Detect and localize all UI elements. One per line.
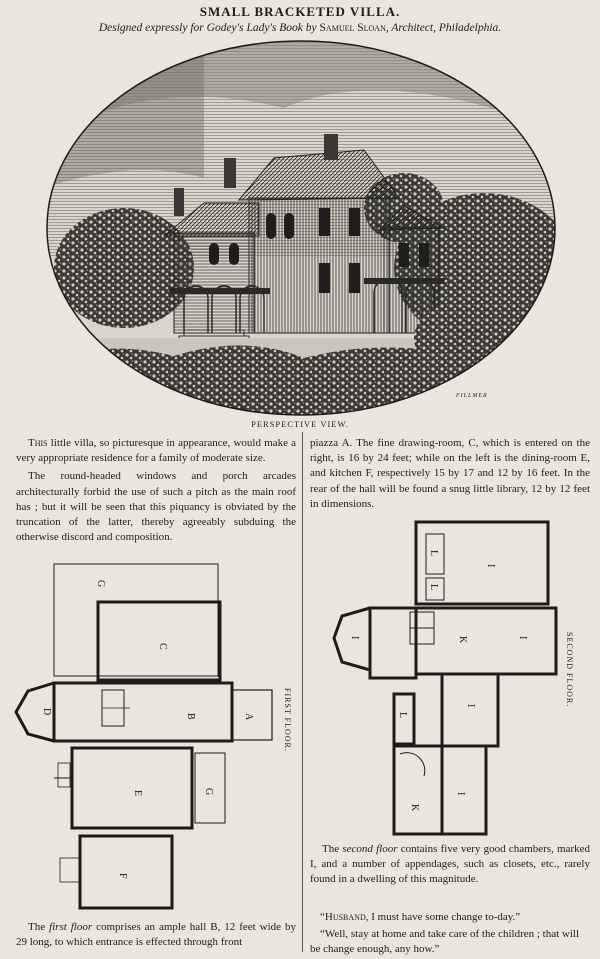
room-label-l-2: L <box>428 584 439 591</box>
quote-reply: “Well, stay at home and take care of the children ; that will be change enough, any how.” <box>310 928 580 955</box>
article-subtitle <box>0 22 600 34</box>
room-label-f: F <box>117 873 128 879</box>
paragraph-intro <box>16 436 296 466</box>
room-label-l-1: L <box>428 550 439 557</box>
room-label-i-2: I <box>349 636 360 640</box>
quote-lead: “Husband, <box>320 911 369 923</box>
first-floor-lead: The <box>28 921 50 933</box>
room-label-i-1: I <box>485 564 496 568</box>
second-floor-plan <box>330 516 562 838</box>
room-label-i-5: I <box>455 792 466 796</box>
left-column-bottom <box>16 920 296 953</box>
second-floor-label: SECOND FLOOR. <box>565 632 574 708</box>
paragraph-second-floor <box>310 842 590 888</box>
room-label-e: E <box>132 790 143 797</box>
paragraph-rooms: piazza A. The fine drawing-room, C, which is entered on the right, is 16 by 24 feet; while on the left is the dining-room E, and kitchen F, respectively 15 by 17 and 12 by 16 feet. In the rear of the hall will be found a snug little library, 12 by 12 feet in dimensions. <box>310 437 590 510</box>
second-floor-em: second floor <box>342 843 398 855</box>
right-column-top <box>310 436 590 515</box>
paragraph-first-floor <box>16 920 296 950</box>
intro-text: little villa, so picturesque in appearance, would make a very appropriate residence for a family of moderate size. <box>16 437 296 465</box>
illustration-caption: PERSPECTIVE VIEW. <box>251 419 349 429</box>
room-label-g-top: G <box>95 580 106 588</box>
room-label-a: A <box>243 713 254 721</box>
room-label-g-side: G <box>203 788 214 796</box>
intro-lead: This <box>28 437 48 449</box>
architect-name: Samuel Sloan <box>319 22 386 34</box>
second-floor-lead: The <box>322 843 343 855</box>
first-floor-text: comprises an ample hall B, 12 feet wide by 29 long, to which entrance is effected through front <box>16 921 297 949</box>
subtitle-prefix: Designed expressly for Godey's Lady's Book by <box>98 22 317 34</box>
engraver-signature: FILLMER <box>456 393 488 399</box>
right-column-bottom <box>310 842 590 891</box>
room-label-k-2: K <box>409 804 420 812</box>
subtitle-suffix: , Architect, Philadelphia. <box>385 22 502 34</box>
column-divider <box>302 432 303 952</box>
room-label-c: C <box>157 643 168 650</box>
room-label-d: D <box>41 708 52 716</box>
article-title: SMALL BRACKETED VILLA. <box>199 4 401 19</box>
room-label-l-3: L <box>397 712 408 719</box>
room-label-i-4: I <box>465 704 476 708</box>
first-floor-em: first floor <box>49 921 93 933</box>
anecdote <box>310 910 590 959</box>
room-label-k-1: K <box>457 636 468 644</box>
paragraph-windows: The round-headed windows and porch arcades architecturally forbid the use of such a pitch as the main roof has ; but it will be seen that this piquancy is obviated by the truncation of the latter, thereby agreeably subduing the otherwise discord and composition. <box>16 470 296 544</box>
room-label-b: B <box>185 713 196 720</box>
second-floor-text: contains five very good chambers, marked I, and a number of appendages, such as closets, etc., rarely found in a dwelling of this magnitude. <box>310 843 590 886</box>
first-floor-plan <box>10 558 282 914</box>
quote-husband <box>310 910 590 925</box>
perspective-engraving <box>44 38 558 418</box>
first-floor-label: FIRST FLOOR. <box>283 688 292 752</box>
quote-line-1: I must have some change to-day.” <box>368 911 521 923</box>
left-column-top <box>16 436 296 548</box>
room-label-i-3: I <box>517 636 528 640</box>
